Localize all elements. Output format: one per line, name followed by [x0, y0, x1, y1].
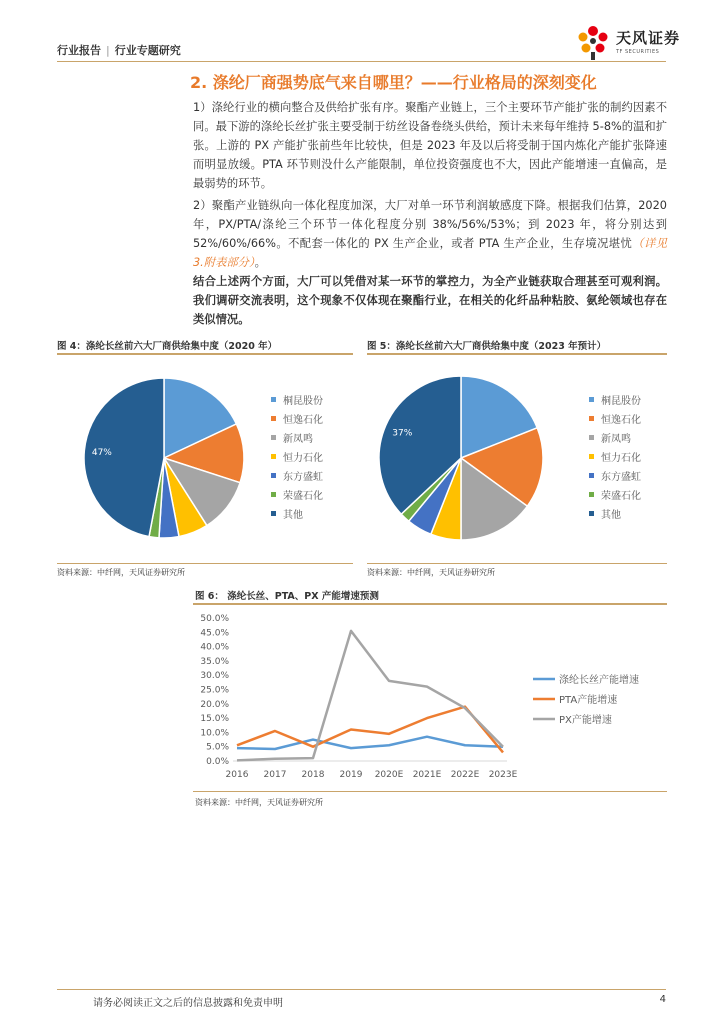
- legend-series-label: PTA产能增速: [559, 695, 618, 706]
- legend-label: 东方盛虹: [283, 472, 323, 483]
- report-subtype-tag: 行业专题研究: [114, 44, 181, 57]
- legend-item: [589, 466, 641, 485]
- legend-swatch: [271, 416, 276, 421]
- header-divider: [57, 61, 666, 62]
- legend-item: [271, 390, 323, 409]
- footer-divider: [57, 989, 666, 990]
- y-tick-label: 35.0%: [200, 656, 229, 667]
- legend-swatch: [271, 473, 276, 478]
- x-tick-label: 2018: [301, 770, 325, 780]
- figure-5-top-rule: [367, 353, 667, 355]
- legend-swatch: [589, 511, 594, 516]
- legend-label: 桐昆股份: [601, 396, 641, 407]
- y-tick-label: 10.0%: [200, 728, 229, 739]
- legend-item: [271, 485, 323, 504]
- y-tick-label: 25.0%: [200, 685, 229, 696]
- legend-label: 恒逸石化: [283, 415, 323, 426]
- pie-legend-2023: [589, 390, 641, 523]
- legend-swatch: [271, 511, 276, 516]
- report-type-tag: 行业报告: [57, 44, 101, 57]
- legend-label: 荣盛石化: [283, 491, 323, 502]
- pie-legend-2020: [271, 390, 323, 523]
- legend-series-label: PX产能增速: [559, 715, 612, 726]
- figure-5-title: 图 5：涤纶长丝前六大厂商供给集中度（2023 年预计）: [367, 341, 607, 352]
- legend-swatch: [271, 454, 276, 459]
- paragraph-2: [193, 196, 667, 272]
- legend-item: [589, 447, 641, 466]
- paragraph-3-summary: 结合上述两个方面，大厂可以凭借对某一环节的掌控力，为全产业链获取合理甚至可观利润。我们调研交流表明，这个现象不仅体现在聚酯行业，在相关的化纤品种粘胶、氨纶领域也存在类似情况。: [193, 275, 667, 326]
- figure-6-bottom-rule: [193, 791, 667, 792]
- legend-item: [589, 428, 641, 447]
- legend-label: 桐昆股份: [283, 396, 323, 407]
- legend-swatch: [271, 397, 276, 402]
- legend-label: 恒逸石化: [601, 415, 641, 426]
- figure-4-source: 资料来源：中纤网，天风证券研究所: [57, 568, 185, 577]
- x-tick-label: 2017: [263, 770, 287, 780]
- logo-name-cn: 天风证券: [615, 29, 680, 47]
- y-tick-label: 0.0%: [206, 757, 229, 767]
- legend-swatch: [589, 397, 594, 402]
- y-tick-label: 20.0%: [200, 699, 229, 710]
- logo-flower-icon: [572, 22, 614, 60]
- figure-5-source: 资料来源：中纤网，天风证券研究所: [367, 568, 495, 577]
- legend-item: [271, 409, 323, 428]
- y-tick-label: 15.0%: [200, 714, 229, 725]
- legend-label: 其他: [283, 510, 303, 521]
- figure-6-top-rule: [193, 603, 667, 605]
- y-tick-label: 50.0%: [200, 614, 229, 624]
- x-tick-label: 2019: [339, 770, 363, 780]
- series-line-3: [237, 631, 503, 761]
- company-logo: [572, 22, 680, 60]
- figure-6-title: 图 6： 涤纶长丝、PTA、PX 产能增速预测: [195, 591, 379, 602]
- figure-4-top-rule: [57, 353, 353, 355]
- x-tick-label: 2023E: [488, 770, 518, 780]
- legend-label: 荣盛石化: [601, 491, 641, 502]
- x-tick-label: 2020E: [374, 770, 404, 780]
- y-tick-label: 5.0%: [206, 742, 229, 753]
- legend-label: 东方盛虹: [601, 472, 641, 483]
- legend-swatch: [589, 473, 594, 478]
- figure-4-title: 图 4：涤纶长丝前六大厂商供给集中度（2020 年）: [57, 341, 278, 352]
- legend-item: [271, 466, 323, 485]
- legend-label: 新凤鸣: [601, 434, 631, 445]
- legend-item: [589, 485, 641, 504]
- logo-name-en: TF SECURITIES: [615, 49, 660, 55]
- legend-item: [271, 447, 323, 466]
- legend-swatch: [589, 492, 594, 497]
- pie-data-label: 37%: [392, 428, 413, 439]
- pie-data-label: 47%: [91, 448, 112, 459]
- legend-swatch: [271, 492, 276, 497]
- figure-5-bottom-rule: [367, 563, 667, 564]
- legend-label: 恒力石化: [601, 453, 641, 464]
- paragraph-1: 1）涤纶行业的横向整合及供给扩张有序。聚酯产业链上，三个主要环节产能扩张的制约因素不同。最下游的涤纶长丝扩张主要受制于纺丝设备卷绕头供给，预计未来每年维持 5-8%的温和扩张。上游的 PX 产能扩张前些年比较快，但是 2023 年及以后将受制于国内炼化产能扩张降速而明显放缓。PTA 环节则没什么产能限制，单位投资强度也不大，因此产能增速一直偏高，是最弱势的环节。: [193, 101, 667, 190]
- figure-4-bottom-rule: [57, 563, 353, 564]
- x-tick-label: 2021E: [412, 770, 442, 780]
- header-tags: 行业报告 | 行业专题研究: [57, 44, 181, 57]
- paragraph-2-reference: （详见 3.附表部分）: [193, 237, 667, 269]
- line-chart-capacity-growth: [193, 606, 667, 788]
- x-tick-label: 2016: [225, 770, 249, 780]
- legend-item: [589, 409, 641, 428]
- page-number: 4: [659, 994, 666, 1005]
- legend-label: 其他: [601, 510, 621, 521]
- legend-item: [589, 390, 641, 409]
- footer-disclaimer: 请务必阅读正文之后的信息披露和免责申明: [93, 998, 283, 1009]
- figure-6-source: 资料来源：中纤网，天风证券研究所: [195, 798, 323, 807]
- y-tick-label: 30.0%: [200, 671, 229, 682]
- legend-swatch: [589, 416, 594, 421]
- y-tick-label: 45.0%: [200, 628, 229, 639]
- legend-item: [271, 504, 323, 523]
- legend-label: 恒力石化: [283, 453, 323, 464]
- series-line-1: [237, 737, 503, 749]
- legend-swatch: [589, 454, 594, 459]
- legend-label: 新凤鸣: [283, 434, 313, 445]
- legend-swatch: [271, 435, 276, 440]
- x-tick-label: 2022E: [450, 770, 480, 780]
- section-title: 2. 涤纶厂商强势底气来自哪里？——行业格局的深刻变化: [190, 73, 597, 92]
- y-tick-label: 40.0%: [200, 642, 229, 653]
- legend-series-label: 涤纶长丝产能增速: [559, 675, 639, 686]
- legend-swatch: [589, 435, 594, 440]
- legend-item: [271, 428, 323, 447]
- legend-item: [589, 504, 641, 523]
- paragraph-2-end: 。: [254, 256, 266, 269]
- paragraph-2-main: 2）聚酯产业链纵向一体化程度加深，大厂对单一环节利润敏感度下降。根据我们估算，2020 年，PX/PTA/涤纶三个环节一体化程度分别 38%/56%/53%；到 2023 年，将分别达到 52%/60%/66%。不配套一体化的 PX 生产企业，或者 PTA 生产企业，生存境况堪忧: [193, 199, 667, 250]
